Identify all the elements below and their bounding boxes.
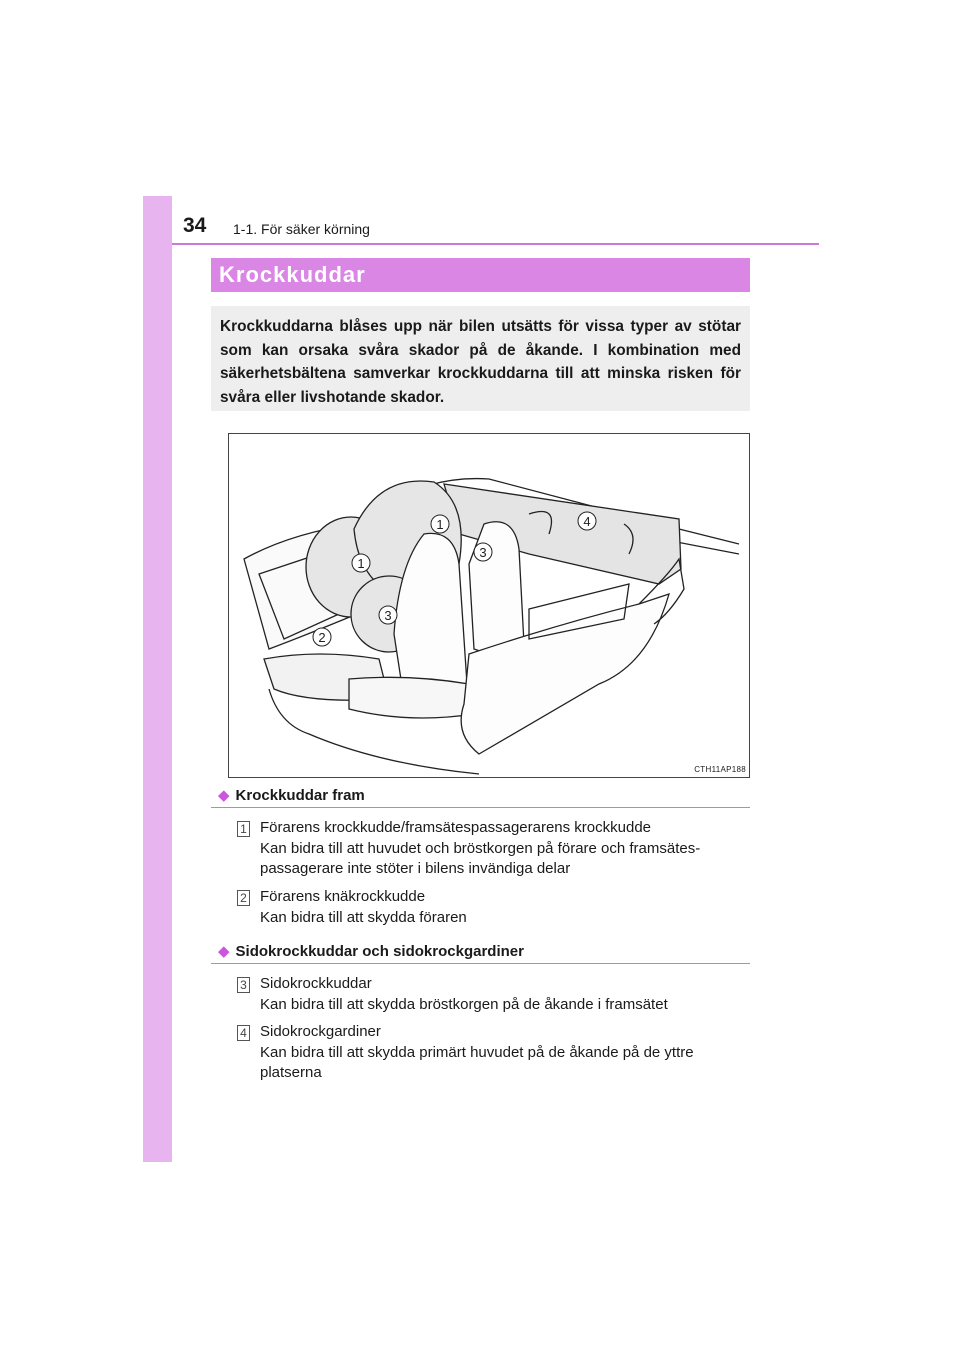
item-front-airbag: Förarens krockkudde/framsätespassagerarens krockkudde Kan bidra till att huvudet och bröstkorgen på förare och framsätes- passagerare inte stöter i bilens invändiga delar [260, 819, 701, 877]
section-header: 1-1. För säker körning [233, 221, 370, 237]
chapter-sidebar-tab [143, 196, 172, 1162]
page-number: 34 [183, 214, 207, 237]
item-knee-airbag: Förarens knäkrockkudde Kan bidra till att skydda föraren [260, 888, 467, 926]
diamond-bullet-icon: ◆ [218, 787, 230, 804]
callout-1-driver: 1 [357, 556, 365, 571]
section-divider [211, 963, 750, 964]
section-heading-side-airbags: ◆ Sidokrockkuddar och sidokrockgardiner [218, 943, 524, 960]
figure-code: CTH11AP188 [694, 765, 746, 774]
callout-4-curtain: 4 [583, 514, 591, 529]
callout-1-passenger: 1 [436, 517, 444, 532]
callout-2-knee: 2 [318, 630, 326, 645]
callout-3-passenger-side: 3 [479, 545, 487, 560]
section-heading-front-airbags: ◆ Krockkuddar fram [218, 787, 365, 804]
callout-3-driver-side: 3 [384, 608, 392, 623]
item-curtain-airbag: Sidokrockgardiner Kan bidra till att skydda primärt huvudet på de åkande på de yttre platserna [260, 1023, 694, 1081]
airbag-illustration [228, 433, 750, 778]
item-number-badge: 4 [237, 1025, 250, 1041]
header-divider [172, 243, 819, 245]
diamond-bullet-icon: ◆ [218, 943, 230, 960]
car-interior-drawing [229, 434, 749, 777]
page-title: Krockkuddar [211, 258, 750, 292]
item-side-airbag: Sidokrockkuddar Kan bidra till att skydda bröstkorgen på de åkande i framsätet [260, 975, 668, 1013]
item-number-badge: 3 [237, 977, 250, 993]
item-number-badge: 2 [237, 890, 250, 906]
section-divider [211, 807, 750, 808]
intro-paragraph: Krockkuddarna blåses upp när bilen utsätts för vissa typer av stötar som kan orsaka svåra skador på de åkande. I kombination med säkerhetsbältena samverkar krockkuddarna till att minska risken för svåra eller livshotande skador. [211, 306, 750, 411]
item-number-badge: 1 [237, 821, 250, 837]
